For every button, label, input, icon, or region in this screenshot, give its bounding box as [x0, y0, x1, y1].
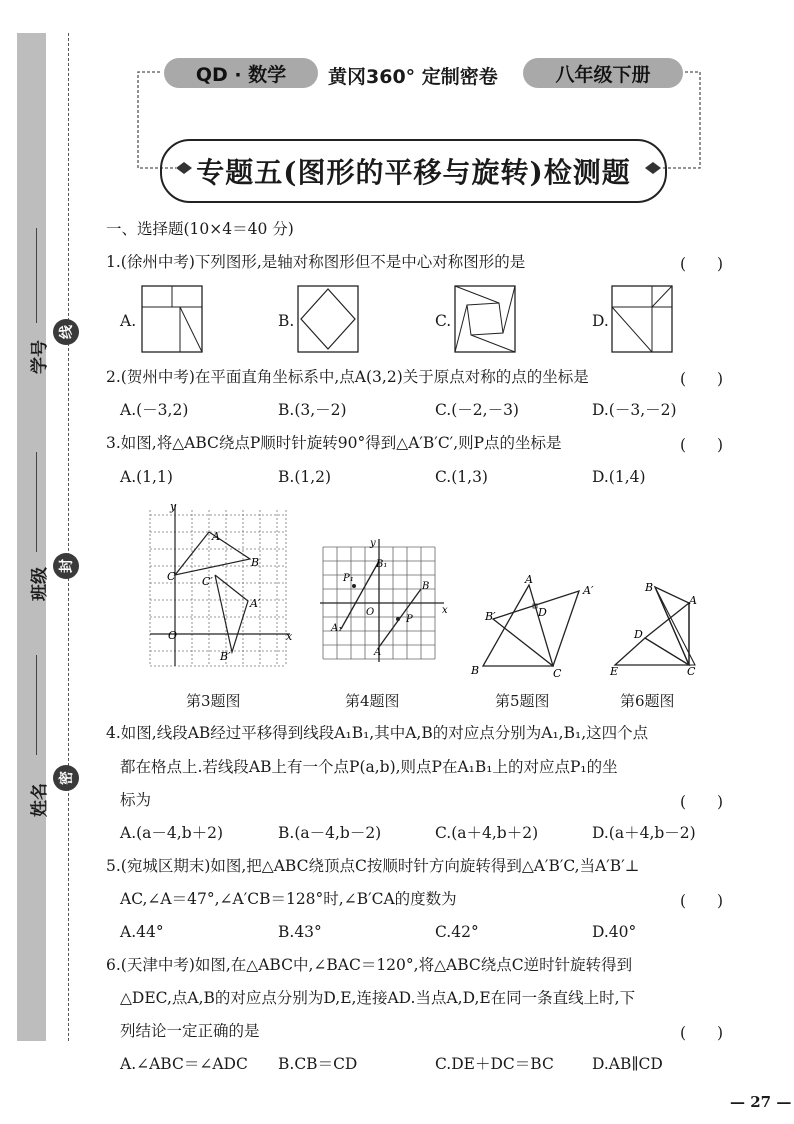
class-label: 班级 [29, 567, 50, 601]
fig4-b1-label: B₁ [376, 559, 388, 570]
q3-answer-paren[interactable]: ( ) [680, 436, 724, 454]
q6-option-c: C.DE＋DC＝BC [435, 1055, 554, 1073]
q4-option-b: B.(a－4,b－2) [278, 824, 382, 842]
fig4-a1-label: A₁ [331, 623, 343, 634]
q2-option-d: D.(－3,－2) [592, 401, 677, 419]
fig5-a2-label: A′ [583, 584, 594, 597]
q3-option-b: B.(1,2) [278, 468, 332, 486]
q2-answer-paren[interactable]: ( ) [680, 370, 724, 388]
q1-figure-a [140, 285, 204, 353]
q6-option-a: A.∠ABC＝∠ADC [120, 1055, 248, 1073]
q4-answer-paren[interactable]: ( ) [680, 793, 724, 811]
fig4-origin-label: O [366, 607, 375, 618]
q4-option-c: C.(a＋4,b＋2) [435, 824, 539, 842]
q2-option-a: A.(－3,2) [120, 401, 189, 419]
q6-line-1: 6.(天津中考)如图,在△ABC中,∠BAC＝120°,将△ABC绕点C逆时针旋转得到 [106, 956, 633, 974]
q5-line-2: AC,∠A＝47°,∠A′CB＝128°时,∠B′CA的度数为 [120, 890, 457, 908]
fig6-d-label: D [634, 628, 643, 641]
fig3-b-label: B [251, 556, 260, 569]
fig4-b-label: B [422, 581, 430, 592]
fig5-b2-label: B′ [485, 610, 496, 623]
q6-option-d: D.AB∥CD [592, 1055, 663, 1073]
q4-line-1: 4.如图,线段AB经过平移得到线段A₁B₁,其中A,B的对应点分别为A₁,B₁,这四个点 [106, 724, 649, 742]
fig4-x-label: x [442, 605, 448, 616]
fig6-a-label: A [689, 594, 697, 607]
q1-figure-c [453, 285, 517, 353]
name-line [36, 655, 37, 755]
q1-answer-paren[interactable]: ( ) [680, 255, 724, 273]
q2-option-b: B.(3,－2) [278, 401, 347, 419]
fig5-d-label: D [538, 606, 547, 619]
fig3-c-label: C [167, 570, 176, 583]
q5-option-c: C.42° [435, 923, 479, 941]
subject-pill: QD · 数学 [164, 58, 318, 88]
caption-fig6: 第6题图 [620, 692, 675, 710]
page-title: 专题五(图形的平移与旋转)检测题 [160, 139, 667, 203]
seal-line: 线 [53, 319, 79, 345]
q4-line-3: 标为 [120, 791, 152, 809]
fig4-a-label: A [374, 647, 382, 658]
grade-pill: 八年级下册 [523, 58, 683, 88]
fig4-p-label: P [406, 614, 413, 625]
q1-option-a: A. [120, 312, 137, 330]
fig3-a2-label: A′ [250, 597, 261, 610]
q5-answer-paren[interactable]: ( ) [680, 892, 724, 910]
q2-stem: 2.(贺州中考)在平面直角坐标系中,点A(3,2)关于原点对称的点的坐标是 [106, 368, 589, 386]
q5-option-b: B.43° [278, 923, 322, 941]
student-id-label: 学号 [29, 340, 50, 374]
fig5-a-label: A [525, 573, 533, 586]
class-line [36, 452, 37, 552]
q3-option-d: D.(1,4) [592, 468, 646, 486]
q4-option-d: D.(a＋4,b－2) [592, 824, 696, 842]
q6-answer-paren[interactable]: ( ) [680, 1024, 724, 1042]
caption-fig4: 第4题图 [345, 692, 400, 710]
caption-fig5: 第5题图 [495, 692, 550, 710]
figure-6 [605, 573, 705, 683]
q4-option-a: A.(a－4,b＋2) [120, 824, 224, 842]
q1-option-d: D. [592, 312, 609, 330]
fig3-y-label: y [170, 500, 177, 513]
fig5-b-label: B [471, 664, 480, 677]
fig4-y-label: y [370, 538, 376, 549]
q6-line-2: △DEC,点A,B的对应点分别为D,E,连接AD.当点A,D,E在同一条直线上时,下 [120, 989, 636, 1007]
fig3-b2-label: B′ [220, 650, 231, 663]
fig6-b-label: B [645, 581, 654, 594]
fig5-c-label: C [553, 667, 562, 680]
q2-option-c: C.(－2,－3) [435, 401, 519, 419]
q3-option-a: A.(1,1) [120, 468, 173, 486]
q5-option-d: D.40° [592, 923, 637, 941]
q1-stem: 1.(徐州中考)下列图形,是轴对称图形但不是中心对称图形的是 [106, 253, 526, 271]
figure-3 [140, 500, 295, 670]
fig6-c-label: C [687, 665, 696, 678]
fig3-x-label: x [286, 630, 293, 643]
q6-line-3: 列结论一定正确的是 [120, 1022, 260, 1040]
q1-option-c: C. [435, 312, 452, 330]
q3-stem: 3.如图,将△ABC绕点P顺时针旋转90°得到△A′B′C′,则P点的坐标是 [106, 434, 562, 452]
seal-secret: 密 [53, 765, 79, 791]
seal-seal: 封 [53, 553, 79, 579]
section-title: 一、选择题(10×4＝40 分) [106, 220, 294, 238]
q1-figure-b [296, 285, 360, 353]
q5-line-1: 5.(宛城区期末)如图,把△ABC绕顶点C按顺时针方向旋转得到△A′B′C,当A′B′⊥ [106, 857, 640, 875]
figure-4 [318, 537, 453, 665]
student-id-line [36, 228, 37, 323]
name-label: 姓名 [29, 783, 50, 817]
fig3-origin-label: O [168, 629, 178, 642]
q1-option-b: B. [278, 312, 295, 330]
q6-option-b: B.CB＝CD [278, 1055, 358, 1073]
fig6-e-label: E [610, 665, 619, 678]
q1-figure-d [610, 285, 674, 353]
q4-line-2: 都在格点上.若线段AB上有一个点P(a,b),则点P在A₁B₁上的对应点P₁的坐 [120, 758, 618, 776]
fig4-p1-label: P₁ [343, 573, 354, 584]
page-number: — 27 — [730, 1093, 792, 1111]
caption-fig3: 第3题图 [186, 692, 241, 710]
fig3-a-label: A [212, 530, 220, 543]
q5-option-a: A.44° [120, 923, 164, 941]
q3-option-c: C.(1,3) [435, 468, 488, 486]
figure-5 [465, 573, 605, 683]
fig3-c2-label: C′ [202, 575, 213, 588]
series-name: 黄冈360° 定制密卷 [328, 66, 498, 88]
